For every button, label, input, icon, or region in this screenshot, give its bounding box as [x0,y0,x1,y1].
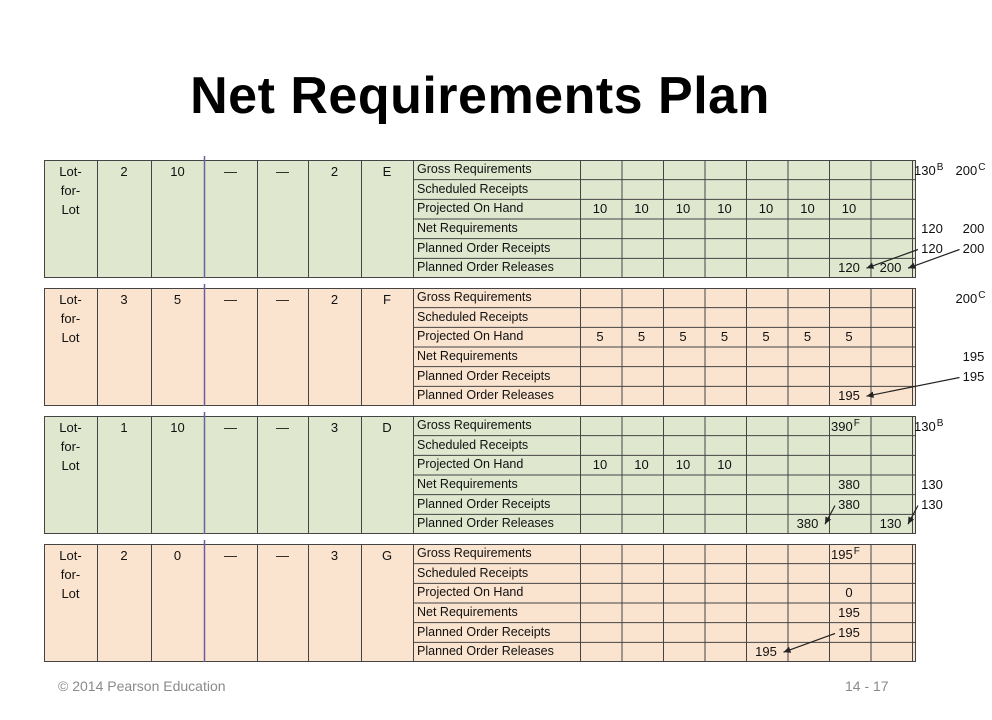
offset-arrow-line [784,634,836,653]
parent-item-superscript: F [853,418,860,429]
mrp-block-item-f [44,288,986,406]
row-label-receipts: Planned Order Receipts [417,240,551,255]
row-label-releases: Planned Order Releases [417,260,554,275]
arrowhead-icon [867,392,874,398]
info-lead-time: 2 [120,548,128,563]
mrp-block-item-g [44,544,916,662]
lot-size-text: for- [60,439,81,454]
cell-net-value: 195 [962,349,985,364]
cell-projected-value: 10 [592,201,608,217]
cell-releases-value: 200 [879,260,902,276]
info-lead-time: 1 [120,420,128,435]
cell-projected-value: 10 [675,457,691,473]
cell-projected-value: 5 [803,329,812,345]
arrowhead-icon [908,263,916,269]
cell-receipts-value: 195 [838,624,860,640]
info-low-level-code: 3 [330,548,339,563]
info-on-hand: 0 [173,548,182,563]
row-label-releases: Planned Order Releases [417,644,554,659]
cell-receipts-value: 195 [962,368,985,384]
cell-projected-value: 5 [637,329,646,345]
row-label-projected: Projected On Hand [417,329,524,344]
cell-projected-value: 5 [596,329,604,345]
copyright-footer: © 2014 Pearson Education [58,678,226,694]
lead-time-offset-arrows [44,416,916,534]
info-on-hand: 10 [170,164,185,179]
lot-size-text: Lot [61,458,80,473]
lot-size-text: Lot- [59,420,82,435]
row-label-releases: Planned Order Releases [417,388,554,403]
lot-size-text: Lot- [59,164,82,179]
row-label-net: Net Requirements [417,605,518,619]
row-label-scheduled: Scheduled Receipts [417,437,529,452]
row-label-receipts: Planned Order Receipts [417,368,551,383]
info-lead-time: 2 [120,164,128,179]
cell-receipts-value: 200 [962,240,985,256]
cell-projected-value: 10 [717,201,732,217]
page-title: Net Requirements Plan [190,67,770,125]
cell-releases-value: 195 [755,644,777,660]
cell-releases-value: 380 [796,516,819,532]
lead-time-offset-arrows [44,288,916,406]
cell-projected-value: 10 [634,457,649,473]
info-low-level-code: 3 [330,420,339,435]
row-label-projected: Projected On Hand [417,201,524,216]
cell-receipts-value: 380 [838,496,860,512]
row-label-net: Net Requirements [417,221,518,235]
lot-size-text: Lot [61,330,80,345]
cell-net-value: 120 [921,221,943,236]
row-label-releases: Planned Order Releases [417,516,554,531]
row-label-receipts: Planned Order Receipts [417,624,551,639]
cell-projected-value: 0 [845,585,853,601]
cell-receipts-value: 120 [921,240,943,256]
info-item: E [382,164,392,179]
slide-number: 14 - 17 [845,678,889,694]
info-lead-time: 3 [120,292,128,307]
info-safety-stock: — [224,548,237,563]
cell-value: 130 [914,163,936,178]
cell-projected-value: 5 [720,329,729,345]
info-on-hand: 5 [173,292,182,307]
info-item: G [381,548,393,563]
cell-net-value: 130 [921,477,943,492]
row-label-gross: Gross Requirements [417,162,532,176]
cell-releases-value: 120 [838,260,860,276]
lot-size-text: for- [60,311,81,326]
row-label-scheduled: Scheduled Receipts [417,309,529,324]
cell-projected-value: 10 [592,457,608,473]
cell-releases-value: 130 [879,516,902,532]
parent-item-superscript: C [978,290,986,301]
arrowhead-icon [784,647,792,653]
info-allocated: — [276,548,289,563]
row-label-net: Net Requirements [417,477,518,491]
lot-size-text: Lot- [59,548,82,563]
row-label-projected: Projected On Hand [417,457,524,472]
info-allocated: — [276,292,289,307]
cell-projected-value: 10 [675,201,691,217]
row-label-scheduled: Scheduled Receipts [417,565,529,580]
cell-projected-value: 10 [841,201,857,217]
row-label-projected: Projected On Hand [417,585,524,600]
lot-size-text: Lot [61,586,80,601]
offset-arrow-line [867,378,960,397]
info-low-level-code: 2 [330,164,339,179]
row-label-gross: Gross Requirements [417,546,532,560]
cell-net-value: 200 [962,221,985,236]
info-item: D [382,420,392,435]
cell-value: 195 [831,547,853,562]
cell-value: 390 [831,419,853,434]
cell-value: 200 [955,163,978,178]
row-label-net: Net Requirements [417,349,518,363]
lead-time-offset-arrows [44,160,916,278]
arrowhead-icon [867,263,875,269]
cell-gross-value [956,290,992,306]
info-low-level-code: 2 [330,292,339,307]
cell-receipts-value: 130 [921,496,943,512]
cell-projected-value: 10 [634,201,649,217]
parent-item-superscript: C [978,162,986,173]
info-safety-stock: — [224,420,237,435]
cell-projected-value: 5 [845,329,853,345]
cell-value: 200 [955,291,978,306]
cell-gross-value [914,418,950,434]
row-label-scheduled: Scheduled Receipts [417,181,529,196]
row-label-gross: Gross Requirements [417,290,532,304]
cell-value: 130 [914,419,936,434]
offset-arrow-line [867,250,919,269]
parent-item-superscript: B [936,162,944,173]
info-allocated: — [276,420,289,435]
lot-size-text: for- [60,183,81,198]
info-item: F [383,292,391,307]
cell-projected-value: 5 [762,329,770,345]
cell-projected-value: 10 [717,457,732,473]
cell-projected-value: 5 [679,329,687,345]
info-on-hand: 10 [170,420,185,435]
row-label-gross: Gross Requirements [417,418,532,432]
parent-item-superscript: F [853,546,860,557]
lot-size-text: Lot [61,202,80,217]
info-allocated: — [276,164,289,179]
lead-time-offset-arrows [44,544,916,662]
parent-item-superscript: B [936,418,944,429]
row-label-receipts: Planned Order Receipts [417,496,551,511]
lot-size-text: Lot- [59,292,82,307]
info-safety-stock: — [224,292,237,307]
info-safety-stock: — [224,164,237,179]
mrp-block-item-d [44,416,944,534]
cell-gross-value [956,162,992,178]
cell-net-value: 195 [838,605,860,620]
cell-gross-value [914,162,950,178]
cell-projected-value: 10 [758,201,774,217]
cell-projected-value: 10 [800,201,815,217]
mrp-block-item-e [44,160,986,278]
lot-size-text: for- [60,567,81,582]
cell-net-value: 380 [838,477,860,492]
cell-releases-value: 195 [838,388,860,404]
